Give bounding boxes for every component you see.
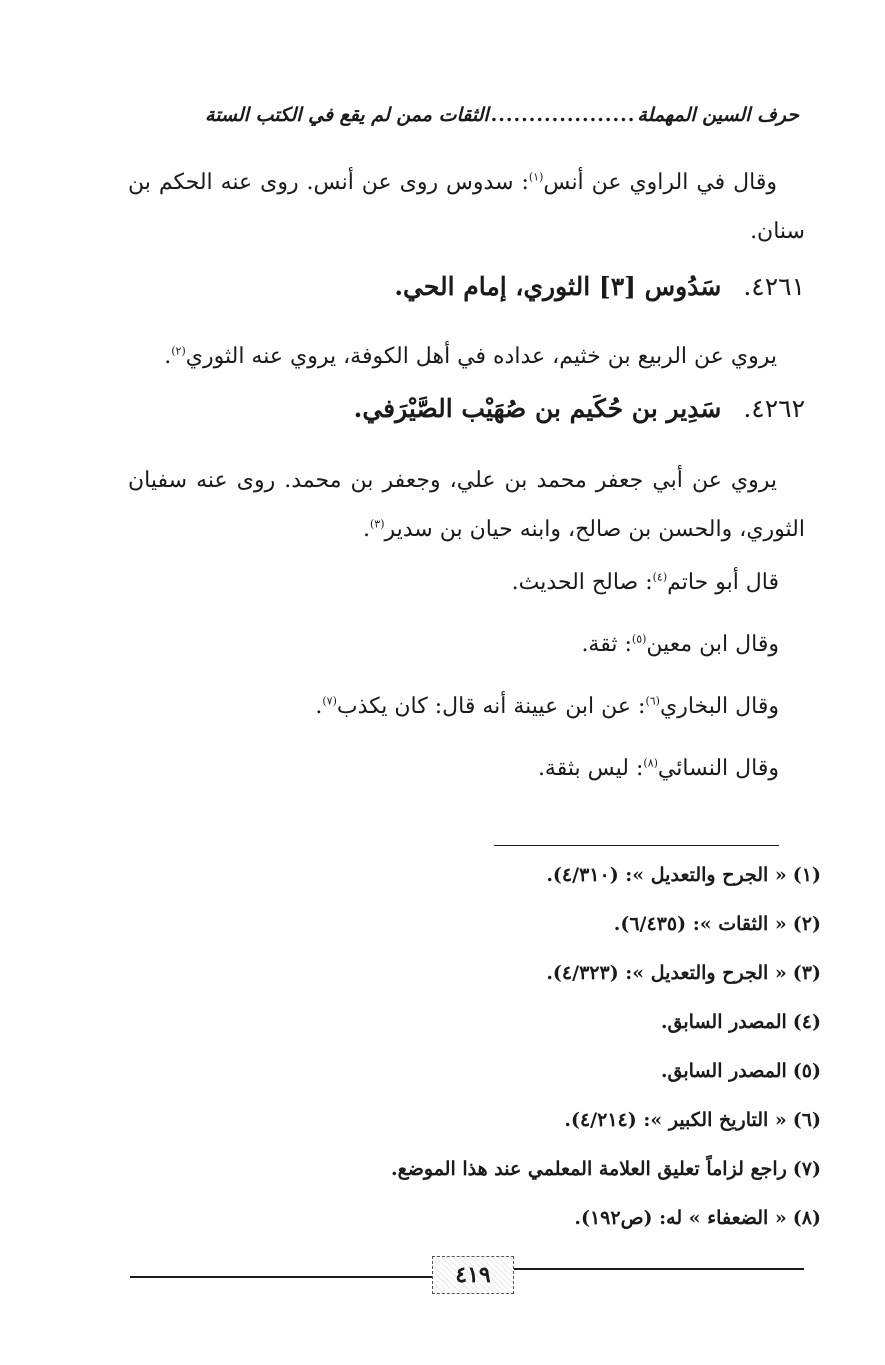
entry-heading [354, 394, 805, 423]
quote-end: . [315, 694, 323, 719]
entry-number: ٤٢٦١. [743, 272, 805, 301]
footnote-ref: (١) [528, 170, 544, 184]
quote-text: : عن ابن عيينة أنه قال: كان يكذب [336, 694, 646, 719]
running-header [129, 104, 799, 126]
footnote [546, 962, 821, 984]
footnote [661, 1011, 821, 1033]
quote-line [512, 570, 779, 595]
quote-line [581, 632, 779, 657]
footnote-number: (٣) [792, 962, 821, 984]
entry-title: سَدُوس [٣] الثوري، إمام الحي. [394, 272, 722, 301]
footnote-number: (٥) [792, 1060, 821, 1082]
footnote-text: « الضعفاء » له: (ص١٩٢). [574, 1207, 787, 1229]
entry-heading [394, 272, 805, 301]
footnote [574, 1207, 821, 1229]
footnote-ref: (٣) [369, 517, 385, 531]
footnote-number: (٤) [792, 1011, 821, 1033]
footnote-ref: (٧) [322, 694, 337, 708]
footnote-text: راجع لزاماً تعليق العلامة المعلمي عند هذا الموضع. [391, 1158, 787, 1180]
footnote-ref: (٥) [631, 632, 647, 646]
footnote-ref: (٢) [171, 344, 186, 358]
footnote [546, 864, 821, 886]
quote-source: وقال ابن معين [646, 632, 779, 657]
entry-number: ٤٢٦٢. [743, 394, 805, 423]
footnote-text: المصدر السابق. [660, 1060, 787, 1082]
quote-source: وقال البخاري [659, 694, 779, 719]
quote-text: : صالح الحديث. [511, 570, 653, 595]
footnote [391, 1158, 821, 1180]
intro-paragraph [128, 158, 805, 256]
entry-body-text: يروي عن الربيع بن خثيم، عداده في أهل الكوفة، يروي عنه الثوري [185, 344, 777, 369]
entry-body [128, 332, 805, 381]
footnote-text: « الجرح والتعديل »: (٤/٣٢٣). [546, 962, 787, 984]
header-dots: ................... [490, 104, 636, 126]
footnote-number: (١) [792, 864, 821, 886]
quote-line [315, 694, 779, 719]
footnote-text: « الجرح والتعديل »: (٤/٣١٠). [546, 864, 787, 886]
footnote [661, 1060, 821, 1082]
footnote-ref: (٤) [652, 570, 668, 584]
page-number: ٤١٩ [432, 1256, 514, 1294]
footnote-text: المصدر السابق. [660, 1011, 787, 1033]
header-book-title: الثقات ممن لم يقع في الكتب الستة [205, 104, 489, 126]
quote-source: وقال النسائي [657, 756, 779, 781]
footnote [564, 1109, 821, 1131]
entry-body-text: يروي عن أبي جعفر محمد بن علي، وجعفر بن محمد. روى عنه سفيان الثوري، والحسن بن صالح، وابنه حيان بن سدير [128, 468, 805, 542]
footnote-number: (٦) [792, 1109, 821, 1131]
entry-body-end: . [164, 344, 172, 369]
quote-source: قال أبو حاتم [667, 570, 779, 595]
entry-body-end: . [362, 517, 370, 542]
quote-text: : ليس بثقة. [537, 756, 644, 781]
footer-rule-right [512, 1268, 804, 1270]
footnote-ref: (٦) [645, 694, 660, 708]
footnote-number: (٨) [792, 1207, 821, 1229]
footnote-text: « التاريخ الكبير »: (٤/٢١٤). [564, 1109, 787, 1131]
footer-rule-left [130, 1276, 432, 1278]
quote-line [538, 756, 779, 781]
entry-body [128, 456, 805, 554]
footnote-number: (٧) [792, 1158, 821, 1180]
footnote-ref: (٨) [643, 756, 658, 770]
footnote-text: « الثقات »: (٦/٤٣٥). [613, 913, 787, 935]
header-chapter: حرف السين المهملة [637, 104, 799, 126]
intro-rest: : سدوس روى عن أنس. روى عنه الحكم بن سنان. [128, 170, 805, 244]
footnote [614, 913, 821, 935]
quote-text: : ثقة. [581, 632, 632, 657]
intro-text: وقال في الراوي عن أنس [543, 170, 777, 195]
footnote-separator [494, 845, 779, 846]
entry-title: سَدِير بن حُكَيم بن صُهَيْب الصَّيْرَفي. [353, 394, 722, 423]
footnote-number: (٢) [792, 913, 821, 935]
